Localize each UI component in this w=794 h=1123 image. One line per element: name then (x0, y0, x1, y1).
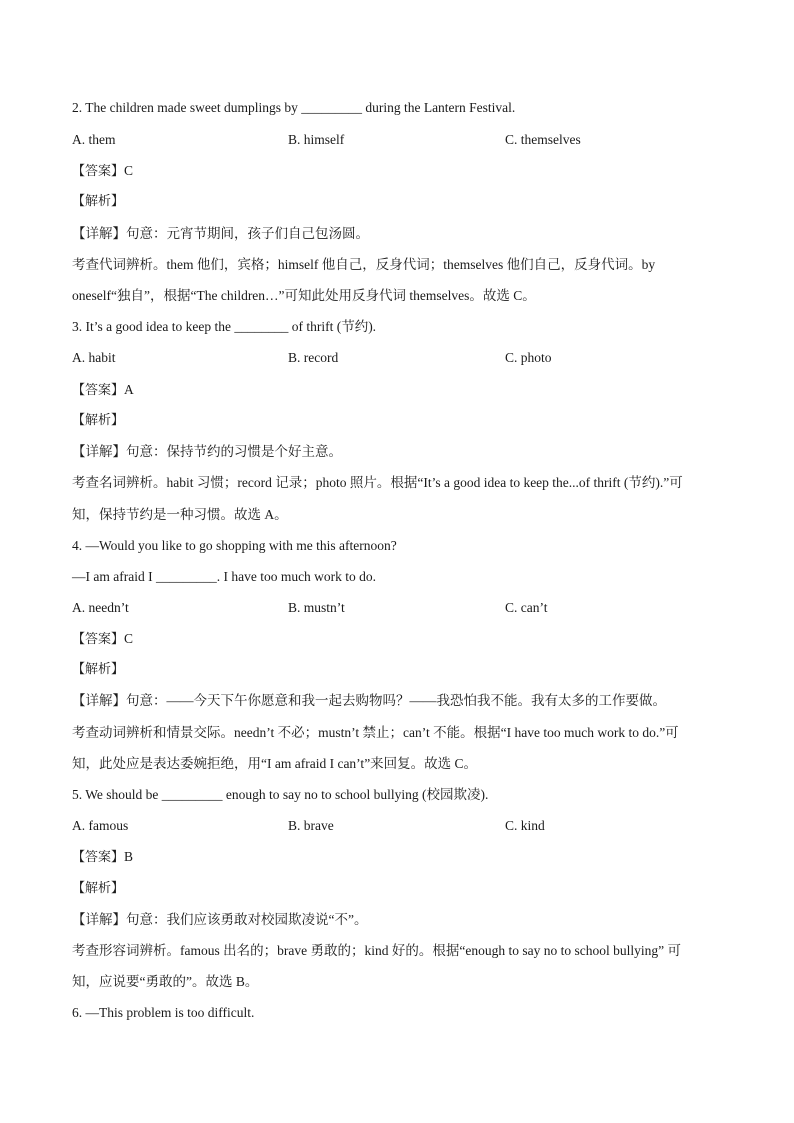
question-2-explanation-line-1: 考查代词辨析。them 他们，宾格；himself 他自己，反身代词；themselves 他们自己，反身代词。by (72, 257, 656, 272)
question-5-explanation-line-2: 知，应说要“勇敢的”。故选 B。 (72, 974, 259, 989)
question-3-stem: 3. It’s a good idea to keep the ________ of thrift (节约). (72, 319, 377, 334)
question-4-stem-reply: —I am afraid I _________. I have too much work to do. (72, 569, 377, 584)
question-6-stem: 6. —This problem is too difficult. (72, 1005, 255, 1020)
question-2-detail: 【详解】句意：元宵节期间，孩子们自己包汤圆。 (72, 226, 369, 241)
question-5-detail: 【详解】句意：我们应该勇敢对校园欺凌说“不”。 (72, 912, 368, 927)
option-b: B. brave (288, 818, 334, 833)
question-3-answer (72, 381, 732, 400)
option-a: A. them (72, 132, 116, 147)
question-2-stem: 2. The children made sweet dumplings by _________ during the Lantern Festival. (72, 100, 516, 115)
question-4-answer (72, 630, 732, 649)
question-3-detail: 【详解】句意：保持节约的习惯是个好主意。 (72, 444, 342, 459)
answer-value: B (124, 849, 134, 864)
answer-label: 【答案】 (72, 164, 125, 179)
question-4-stem: 4. —Would you like to go shopping with me this afternoon? (72, 538, 397, 553)
answer-value: C (124, 163, 134, 178)
question-5-answer (72, 848, 732, 867)
question-3-explanation-line-2: 知，保持节约是一种习惯。故选 A。 (72, 507, 288, 522)
question-4-detail: 【详解】句意：——今天下午你愿意和我一起去购物吗？——我恐怕我不能。我有太多的工作要做。 (72, 693, 666, 708)
option-b: B. mustn’t (288, 600, 345, 615)
answer-value: A (124, 382, 134, 397)
analysis-label: 【解析】 (72, 662, 125, 677)
question-5-explanation-line-1: 考查形容词辨析。famous 出名的；brave 勇敢的；kind 好的。根据“enough to say no to school bullying” 可 (72, 943, 681, 958)
analysis-label: 【解析】 (72, 413, 125, 428)
option-c: C. photo (505, 350, 552, 365)
option-a: A. needn’t (72, 600, 129, 615)
question-3-explanation-line-1: 考查名词辨析。habit 习惯；record 记录；photo 照片。根据“It’s a good idea to keep the...of thrift (节约).”可 (72, 475, 683, 490)
question-4-explanation-line-2: 知，此处应是表达委婉拒绝，用“I am afraid I can’t”来回复。故选 C。 (72, 756, 478, 771)
option-c: C. themselves (505, 132, 581, 147)
answer-label: 【答案】 (72, 383, 125, 398)
option-a: A. habit (72, 350, 116, 365)
option-b: B. himself (288, 132, 345, 147)
question-2-answer (72, 162, 732, 181)
analysis-label: 【解析】 (72, 881, 125, 896)
question-4-explanation-line-1: 考查动词辨析和情景交际。needn’t 不必；mustn’t 禁止；can’t 不能。根据“I have too much work to do.”可 (72, 725, 679, 740)
answer-value: C (124, 631, 134, 646)
answer-label: 【答案】 (72, 632, 125, 647)
option-a: A. famous (72, 818, 129, 833)
question-5-stem: 5. We should be _________ enough to say no to school bullying (校园欺凌). (72, 787, 489, 802)
option-c: C. kind (505, 818, 545, 833)
question-2-explanation-line-2: oneself“独自”，根据“The children…”可知此处用反身代词 themselves。故选 C。 (72, 288, 536, 303)
answer-label: 【答案】 (72, 850, 125, 865)
option-b: B. record (288, 350, 339, 365)
analysis-label: 【解析】 (72, 194, 125, 209)
option-c: C. can’t (505, 600, 548, 615)
